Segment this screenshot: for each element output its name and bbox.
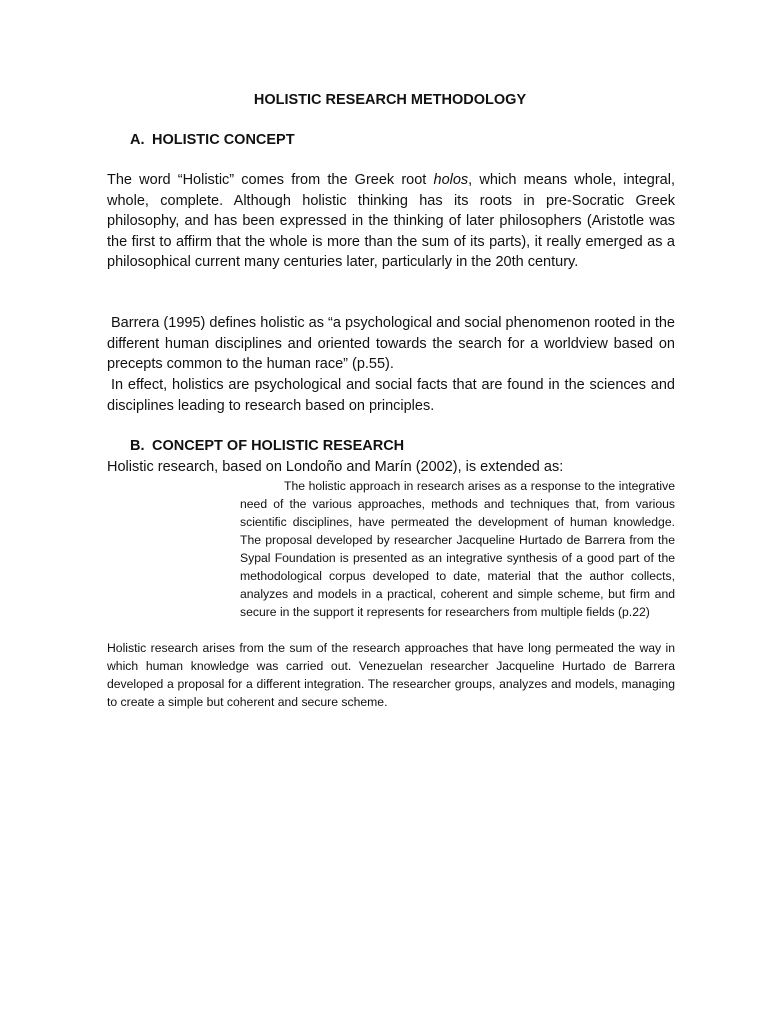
section-a-title: HOLISTIC CONCEPT: [152, 132, 295, 148]
paragraph-1-end: , which means whole, integral, whole, complete. Although holistic thinking has its roots in pre-Socratic Greek philosophy, and has been expressed in the thinking of later philosophers (Aristotle was the first to affirm that the whole is more than the sum of its parts), it really emerged as a philosophical current many centuries later, particularly in the 20th century.: [107, 172, 675, 270]
section-a-paragraph-1: [107, 170, 675, 273]
section-a-heading: [130, 130, 295, 150]
section-b-title: CONCEPT OF HOLISTIC RESEARCH: [152, 438, 405, 454]
block-quote: The holistic approach in research arises as a response to the integrative need of the various approaches, methods and techniques that, from various scientific disciplines, have permeated the development of human knowledge. The proposal developed by researcher Jacqueline Hurtado de Barrera from the Sypal Foundation is presented as an integrative synthesis of a good part of the methodological corpus developed to date, material that the author collects, analyzes and models in a practical, coherent and simple scheme, but firm and secure in the support it represents for researchers from multiple fields (p.22): [240, 479, 675, 619]
section-b-heading: [130, 436, 404, 456]
section-b-intro: Holistic research, based on Londoño and Marín (2002), is extended as:: [107, 459, 564, 475]
section-a-letter: A.: [130, 132, 145, 148]
section-a-paragraph-2: Barrera (1995) defines holistic as “a psychological and social phenomenon rooted in the different human disciplines and oriented towards the search for a worldview based on precepts common to the human race” (p.55).: [107, 315, 675, 372]
paragraph-1-start: The word “Holistic” comes from the Greek root: [107, 172, 434, 188]
document-title: HOLISTIC RESEARCH METHODOLOGY: [253, 92, 527, 108]
section-a-paragraph-3: In effect, holistics are psychological and social facts that are found in the sciences and disciplines leading to research based on principles.: [107, 377, 675, 414]
section-b-summary: Holistic research arises from the sum of the research approaches that have long permeated the way in which human knowledge was carried out. Venezuelan researcher Jacqueline Hurtado de Barrera developed a proposal for a different integration. The researcher groups, analyzes and models, managing to create a simple but coherent and secure scheme.: [107, 641, 675, 709]
section-b-letter: B.: [130, 438, 145, 454]
greek-root-term: holos: [433, 172, 469, 188]
